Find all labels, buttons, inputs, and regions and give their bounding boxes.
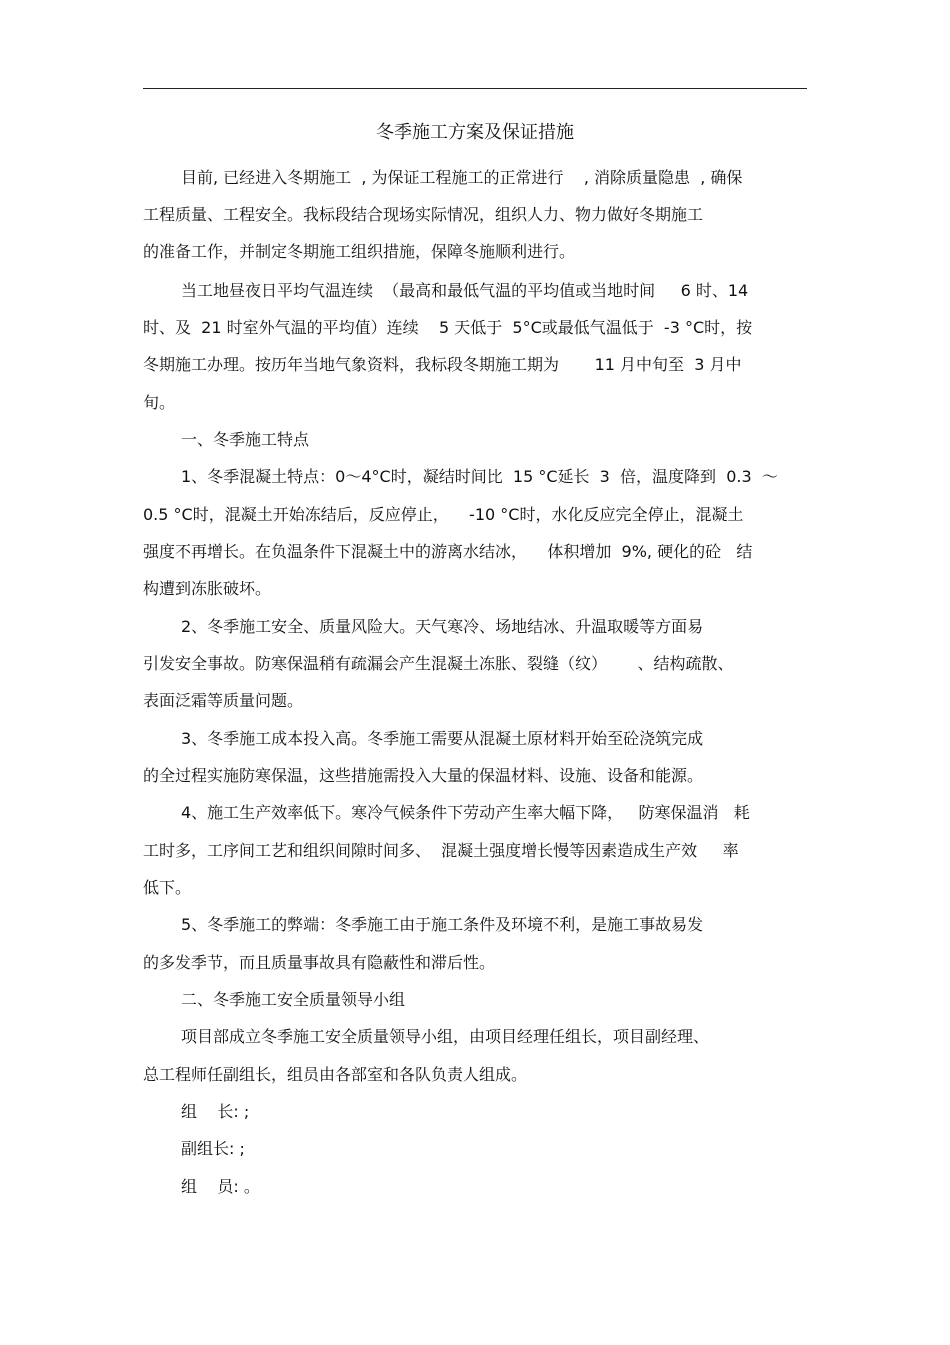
paragraph-line: 3、冬季施工成本投入高。冬季施工需要从混凝土原材料开始至砼浇筑完成 [181, 729, 704, 748]
paragraph-line: 时、及 21 时室外气温的平均值）连续 5 天低于 5°C或最低气温低于 -3 °C时，按 [143, 318, 753, 337]
paragraph-line: 1、冬季混凝土特点：0～4°C时，凝结时间比 15 °C延长 3 倍，温度降到 0.3 ～ [181, 467, 778, 486]
paragraph-line: 当工地昼夜日平均气温连续 （最高和最低气温的平均值或当地时间 6 时、14 [181, 281, 749, 300]
paragraph-line: 旬。 [143, 393, 176, 412]
section-heading: 一、冬季施工特点 [181, 430, 310, 449]
paragraph-line: 0.5 °C时，混凝土开始冻结后，反应停止， -10 °C时，水化反应完全停止，混凝土 [143, 505, 744, 524]
paragraph-line: 工程质量、工程安全。我标段结合现场实际情况，组织人力、物力做好冬期施工 [143, 205, 704, 224]
paragraph-line: 构遭到冻胀破坏。 [143, 579, 272, 598]
paragraph-line: 低下。 [143, 878, 192, 897]
paragraph-line: 2、冬季施工安全、质量风险大。天气寒冷、场地结冰、升温取暖等方面易 [181, 617, 704, 636]
deputy-leader-line: 副组长: ; [181, 1139, 245, 1158]
paragraph-line: 引发安全事故。防寒保温稍有疏漏会产生混凝土冻胀、裂缝（纹） 、结构疏散、 [143, 654, 734, 673]
section-heading: 二、冬季施工安全质量领导小组 [181, 990, 406, 1009]
paragraph-line: 的全过程实施防寒保温，这些措施需投入大量的保温材料、设施、设备和能源。 [143, 766, 704, 785]
leader-line: 组 长: ; [181, 1102, 250, 1121]
document-title: 冬季施工方案及保证措施 [376, 122, 574, 143]
paragraph-line: 冬期施工办理。按历年当地气象资料，我标段冬期施工期为 11 月中旬至 3 月中 [143, 355, 742, 374]
paragraph-line: 项目部成立冬季施工安全质量领导小组，由项目经理任组长，项目副经理、 [181, 1027, 710, 1046]
member-line: 组 员: 。 [181, 1177, 260, 1196]
paragraph-line: 总工程师任副组长，组员由各部室和各队负责人组成。 [143, 1065, 528, 1084]
paragraph-line: 表面泛霜等质量问题。 [143, 691, 304, 710]
paragraph-line: 目前, 已经进入冬期施工 , 为保证工程施工的正常进行 , 消除质量隐患 , 确保 [181, 168, 743, 187]
paragraph-line: 工时多，工序间工艺和组织间隙时间多、 混凝土强度增长慢等因素造成生产效 率 [143, 841, 739, 860]
paragraph-line: 的多发季节，而且质量事故具有隐蔽性和滞后性。 [143, 953, 496, 972]
paragraph-line: 强度不再增长。在负温条件下混凝土中的游离水结冰， 体积增加 9%, 硬化的砼 结 [143, 542, 753, 561]
paragraph-line: 5、冬季施工的弊端：冬季施工由于施工条件及环境不利，是施工事故易发 [181, 915, 704, 934]
paragraph-line: 4、施工生产效率低下。寒冷气候条件下劳动产生率大幅下降， 防寒保温消 耗 [181, 803, 750, 822]
header-rule [143, 88, 807, 89]
paragraph-line: 的准备工作，并制定冬期施工组织措施，保障冬施顺利进行。 [143, 242, 576, 261]
